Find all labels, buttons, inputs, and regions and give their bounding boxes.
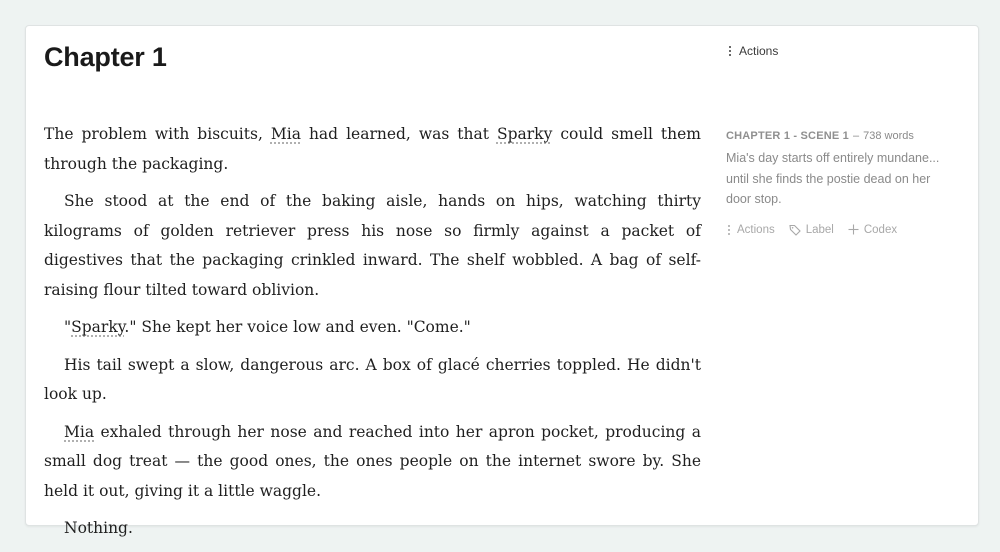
scene-header [726,130,956,142]
scene-word-count: 738 words [863,130,914,142]
scene-text-editor[interactable] [44,120,701,552]
more-vertical-icon [726,225,732,235]
paragraph-3[interactable] [44,313,701,343]
scene-summary-text[interactable]: Mia's day starts off entirely mundane... until she finds the postie dead on her door stop. [726,151,940,206]
chapter-title[interactable]: Chapter 1 [44,42,167,72]
chapter-actions-button[interactable] [727,44,778,58]
chapter-actions-label: Actions [739,44,779,58]
paragraph-text: ." She kept her voice low and even. "Come." [124,318,471,336]
scene-label-label: Label [805,223,834,236]
scene-summary-panel [726,130,956,236]
paragraph-text: could smell them through the packaging. [44,125,701,173]
plus-icon [848,224,859,235]
paragraph-1[interactable] [44,120,701,179]
tag-icon [789,224,801,236]
more-vertical-icon [727,46,733,56]
paragraph-text: " [64,318,72,336]
scene-actions-label: Actions [737,223,775,236]
paragraph-text: had learned, was that [300,125,497,143]
paragraph-2[interactable]: She stood at the end of the baking aisle, hands on hips, watching thirty kilograms of golden retriever press his nose so firmly against a packet of digestives that the packaging crinkled inward. The shelf wobbled. A bag of self-raising flour tilted toward oblivion. [44,192,701,299]
paragraph-text: exhaled through her nose and reached into her apron pocket, producing a small dog treat — the good ones, the ones people on the internet swore by. She held it out, giving it a little waggle. [44,422,701,500]
scene-label-button[interactable] [789,224,834,236]
paragraph-text: The problem with biscuits, [44,125,271,143]
scene-actions-button[interactable] [726,224,775,236]
chapter-card [25,25,979,537]
scene-label[interactable]: CHAPTER 1 - SCENE 1 [726,130,849,142]
scene-separator: – [853,130,860,142]
codex-mention-sparky[interactable]: Sparky [496,125,553,143]
paragraph-4[interactable]: His tail swept a slow, dangerous arc. A box of glacé cherries toppled. He didn't look up. [44,355,701,403]
codex-mention-sparky[interactable]: Sparky [71,318,125,336]
codex-mention-mia[interactable]: Mia [270,125,301,143]
scene-codex-label: Codex [863,223,898,236]
scene-codex-button[interactable] [848,224,897,236]
codex-mention-mia[interactable]: Mia [64,422,95,441]
scene-toolbar [726,224,956,236]
paragraph-6[interactable]: Nothing. [64,519,133,537]
paragraph-5[interactable] [44,418,701,507]
